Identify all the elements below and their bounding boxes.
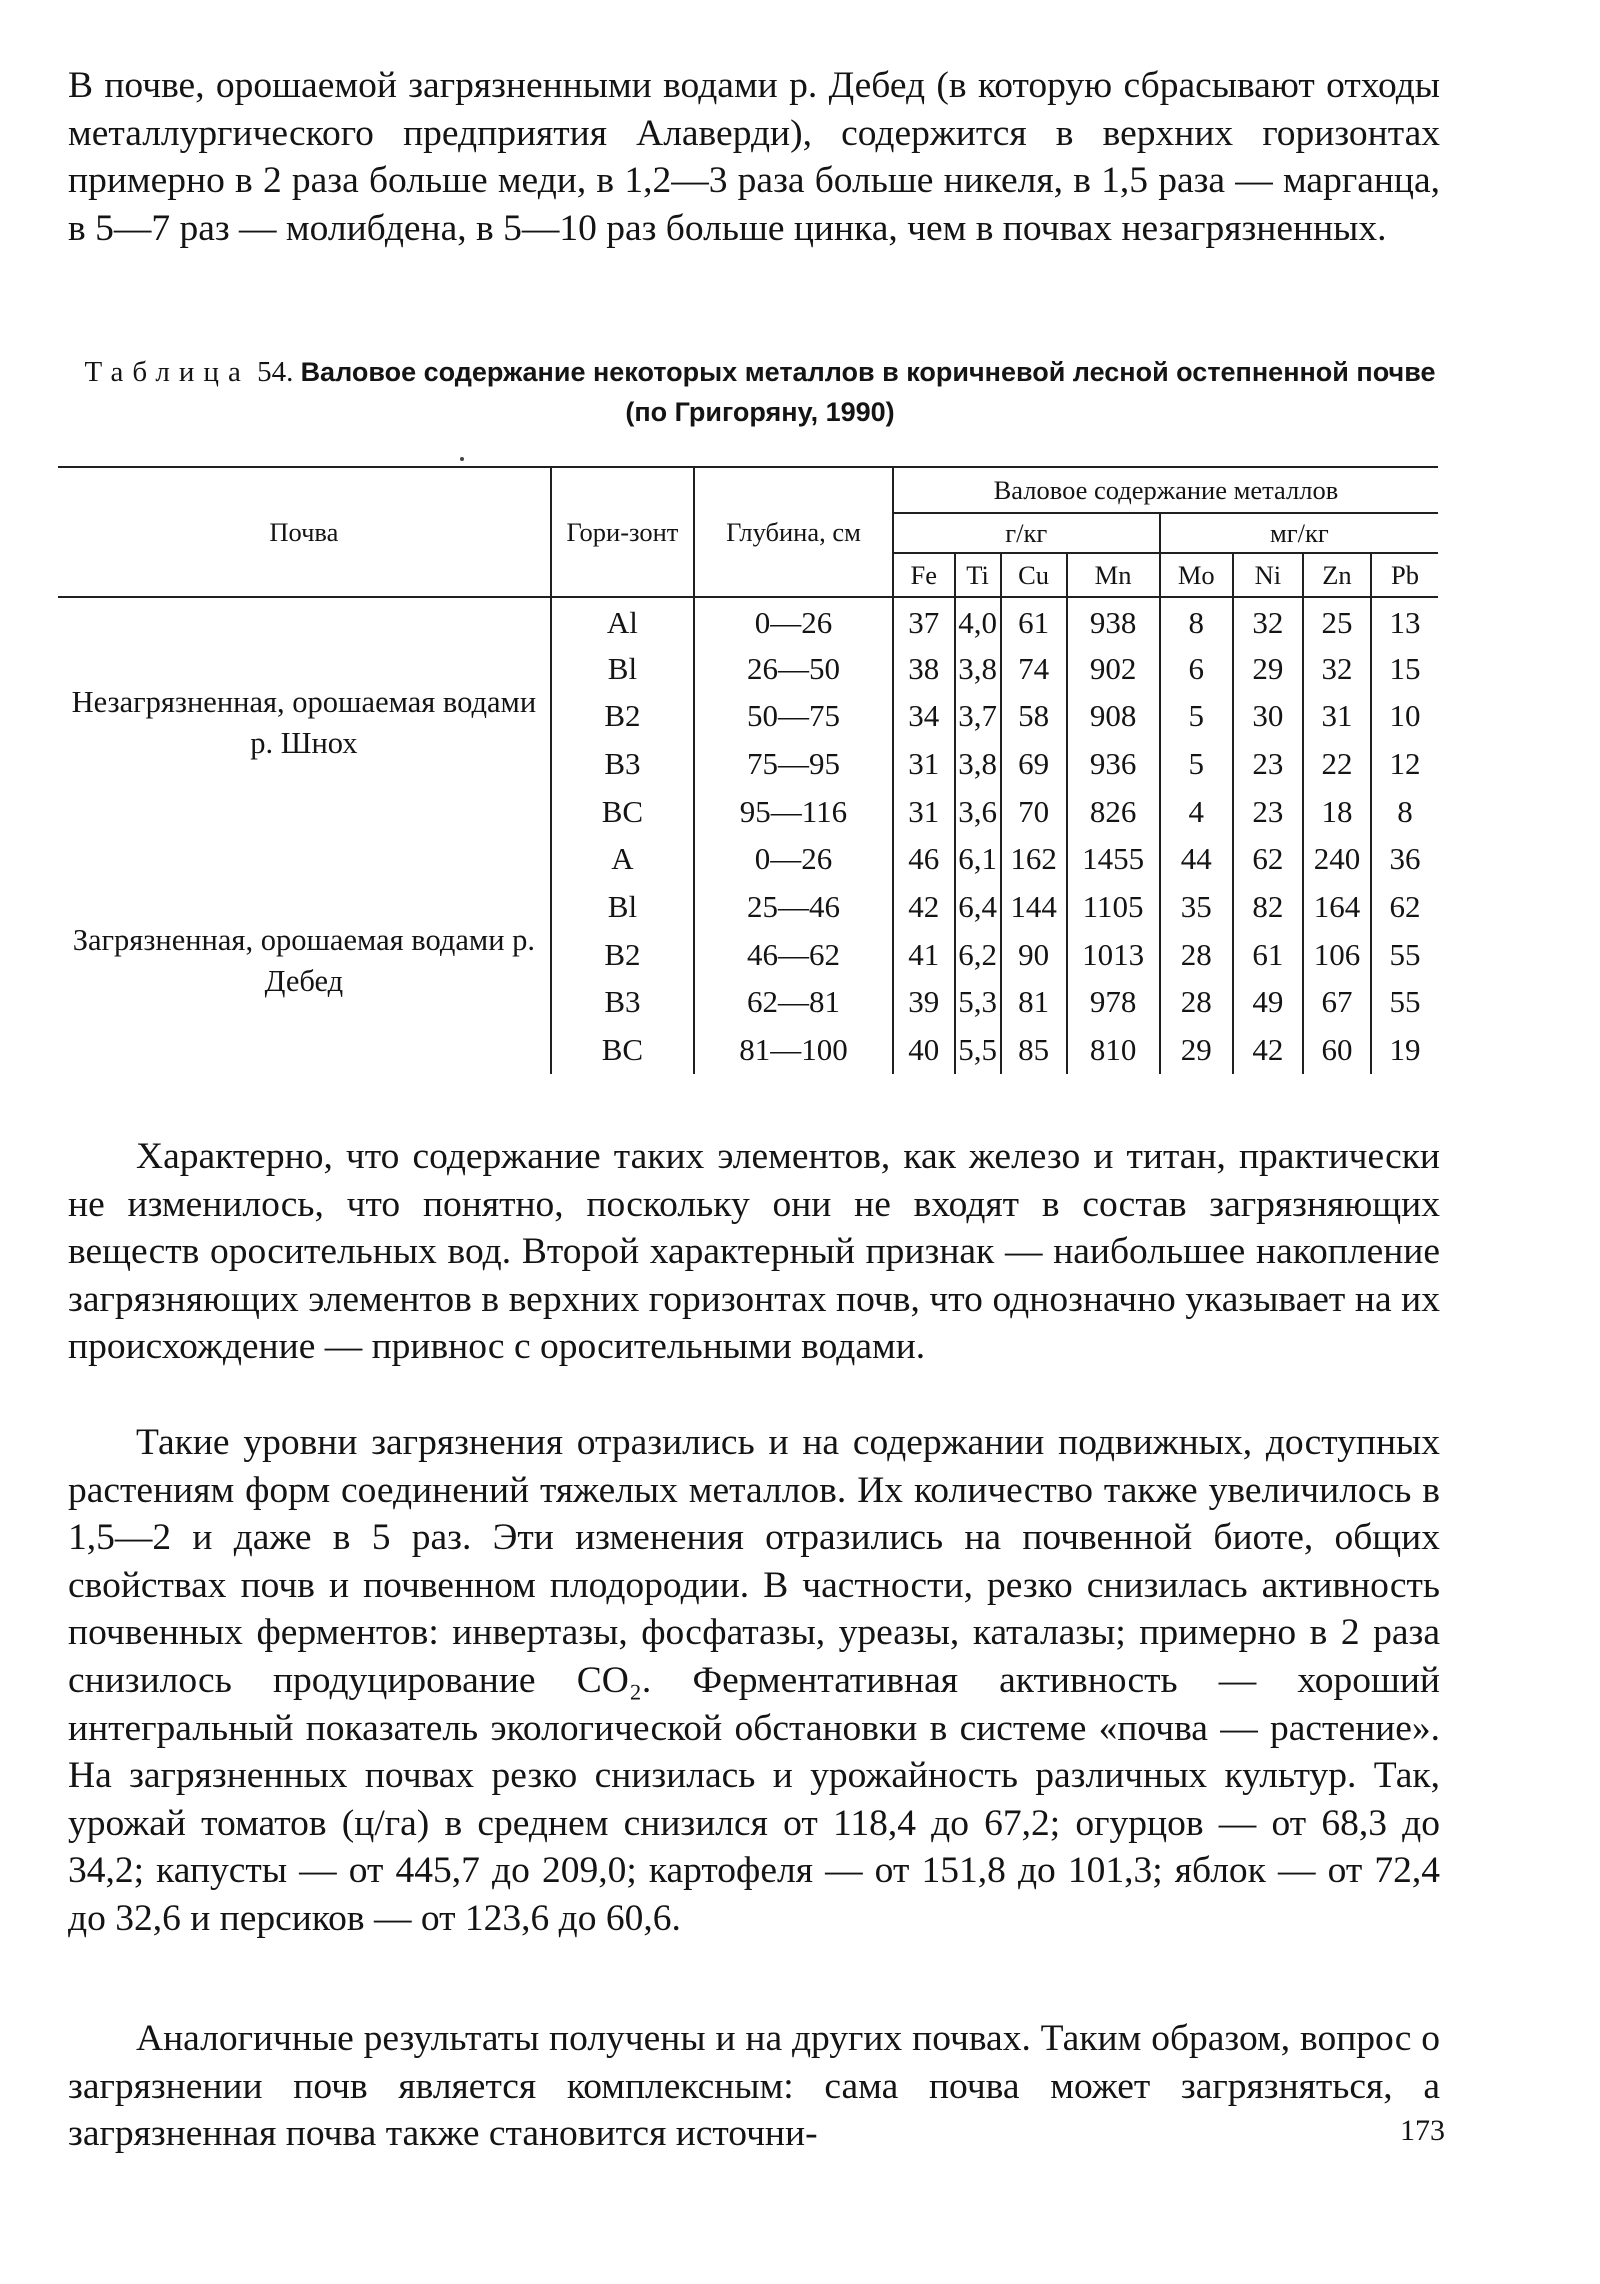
page-number: 173 bbox=[1400, 2114, 1445, 2147]
value-cell: 1013 bbox=[1067, 931, 1160, 979]
table-row bbox=[58, 597, 1438, 645]
depth-cell: 62—81 bbox=[694, 979, 893, 1027]
value-cell: 5,5 bbox=[955, 1026, 1001, 1074]
value-cell: 42 bbox=[1233, 1026, 1303, 1074]
horizon-cell: B2 bbox=[551, 692, 694, 740]
depth-cell: 0—26 bbox=[694, 597, 893, 645]
horizon-cell: B2 bbox=[551, 931, 694, 979]
value-cell: 41 bbox=[893, 931, 955, 979]
value-cell: 1455 bbox=[1067, 835, 1160, 883]
value-cell: 3,8 bbox=[955, 645, 1001, 693]
value-cell: 28 bbox=[1160, 931, 1233, 979]
horizon-cell: Bl bbox=[551, 645, 694, 693]
value-cell: 61 bbox=[1001, 597, 1067, 645]
value-cell: 106 bbox=[1303, 931, 1371, 979]
value-cell: 8 bbox=[1160, 597, 1233, 645]
horizon-cell: B3 bbox=[551, 979, 694, 1027]
value-cell: 46 bbox=[893, 835, 955, 883]
value-cell: 49 bbox=[1233, 979, 1303, 1027]
value-cell: 31 bbox=[893, 740, 955, 788]
body-paragraph-2: Такие уровни загрязнения отразились и на содержании подвижных, доступных растениям форм соединений тяжелых металлов. Их количество также увеличилось в 1,5—2 и даже в 5 раз. Эти изменения отразились на почвенной биоте, общих свойствах почв и почвенном плодородии. В частности, резко снизилась активность почвенных ферментов: инвертазы, фосфатазы, уреазы, каталазы; примерно в 2 раза снизилось продуцирование CO₂. Ферментативная активность — хороший интегральный показатель экологической обстановки в системе «почва — растение». На загрязненных почвах резко снизилась и урожайность различных культур. Так, урожай томатов (ц/га) в среднем снизился от 118,4 до 67,2; огурцов — от 68,3 до 34,2; капусты — от 445,7 до 209,0; картофеля — от 151,8 до 101,3; яблок — от 72,4 до 32,6 и персиков — от 123,6 до 60,6. bbox=[68, 1422, 1440, 1939]
header-element: Pb bbox=[1371, 553, 1438, 597]
value-cell: 22 bbox=[1303, 740, 1371, 788]
value-cell: 60 bbox=[1303, 1026, 1371, 1074]
value-cell: 162 bbox=[1001, 835, 1067, 883]
value-cell: 826 bbox=[1067, 788, 1160, 836]
value-cell: 74 bbox=[1001, 645, 1067, 693]
value-cell: 44 bbox=[1160, 835, 1233, 883]
soil-name-cell: Загрязненная, орошаемая водами р. Дебед bbox=[72, 922, 536, 998]
value-cell: 4,0 bbox=[955, 597, 1001, 645]
value-cell: 978 bbox=[1067, 979, 1160, 1027]
value-cell: 5 bbox=[1160, 740, 1233, 788]
value-cell: 28 bbox=[1160, 979, 1233, 1027]
value-cell: 31 bbox=[1303, 692, 1371, 740]
depth-cell: 95—116 bbox=[694, 788, 893, 836]
caption-number: 54. bbox=[257, 356, 294, 388]
metals-table bbox=[58, 466, 1438, 1074]
value-cell: 35 bbox=[1160, 883, 1233, 931]
header-unit-g: г/кг bbox=[893, 513, 1160, 553]
body-paragraph-3: Аналогичные результаты получены и на других почвах. Таким образом, вопрос о загрязнении почв является комплексным: сама почва может загрязняться, а загрязненная почва также становится источни- bbox=[68, 2018, 1440, 2155]
value-cell: 3,6 bbox=[955, 788, 1001, 836]
value-cell: 18 bbox=[1303, 788, 1371, 836]
value-cell: 55 bbox=[1371, 931, 1438, 979]
value-cell: 12 bbox=[1371, 740, 1438, 788]
value-cell: 34 bbox=[893, 692, 955, 740]
value-cell: 5 bbox=[1160, 692, 1233, 740]
table-row bbox=[58, 835, 1438, 883]
value-cell: 81 bbox=[1001, 979, 1067, 1027]
value-cell: 32 bbox=[1303, 645, 1371, 693]
header-element: Fe bbox=[893, 553, 955, 597]
caption-label: Таблица bbox=[84, 356, 250, 388]
value-cell: 39 bbox=[893, 979, 955, 1027]
value-cell: 23 bbox=[1233, 740, 1303, 788]
horizon-cell: Bl bbox=[551, 883, 694, 931]
header-soil: Почва bbox=[58, 467, 551, 597]
value-cell: 37 bbox=[893, 597, 955, 645]
value-cell: 8 bbox=[1371, 788, 1438, 836]
intro-paragraph: В почве, орошаемой загрязненными водами р. Дебед (в которую сбрасывают отходы металлургического предприятия Алаверди), содержится в верхних горизонтах примерно в 2 раза больше меди, в 1,2—3 раза больше никеля, в 1,5 раза — марганца, в 5—7 раз — молибдена, в 5—10 раз больше цинка, чем в почвах незагрязненных. bbox=[68, 65, 1440, 249]
value-cell: 61 bbox=[1233, 931, 1303, 979]
value-cell: 23 bbox=[1233, 788, 1303, 836]
horizon-cell: BC bbox=[551, 788, 694, 836]
value-cell: 15 bbox=[1371, 645, 1438, 693]
value-cell: 62 bbox=[1371, 883, 1438, 931]
depth-cell: 75—95 bbox=[694, 740, 893, 788]
value-cell: 10 bbox=[1371, 692, 1438, 740]
value-cell: 908 bbox=[1067, 692, 1160, 740]
value-cell: 29 bbox=[1160, 1026, 1233, 1074]
value-cell: 6 bbox=[1160, 645, 1233, 693]
value-cell: 62 bbox=[1233, 835, 1303, 883]
value-cell: 3,8 bbox=[955, 740, 1001, 788]
value-cell: 29 bbox=[1233, 645, 1303, 693]
value-cell: 36 bbox=[1371, 835, 1438, 883]
header-unit-mg: мг/кг bbox=[1160, 513, 1438, 553]
depth-cell: 46—62 bbox=[694, 931, 893, 979]
value-cell: 164 bbox=[1303, 883, 1371, 931]
value-cell: 40 bbox=[893, 1026, 955, 1074]
horizon-cell: Al bbox=[551, 597, 694, 645]
value-cell: 6,4 bbox=[955, 883, 1001, 931]
table-caption bbox=[60, 352, 1460, 432]
caption-title: Валовое содержание некоторых металлов в коричневой лесной остепненной почве (по Григоряну, 1990) bbox=[300, 357, 1436, 427]
value-cell: 144 bbox=[1001, 883, 1067, 931]
header-element: Mn bbox=[1067, 553, 1160, 597]
depth-cell: 26—50 bbox=[694, 645, 893, 693]
header-metals: Валовое содержание металлов bbox=[893, 467, 1438, 513]
value-cell: 6,2 bbox=[955, 931, 1001, 979]
depth-cell: 25—46 bbox=[694, 883, 893, 931]
value-cell: 38 bbox=[893, 645, 955, 693]
value-cell: 810 bbox=[1067, 1026, 1160, 1074]
body-paragraph-1: Характерно, что содержание таких элементов, как железо и титан, практически не изменилось, что понятно, поскольку они не входят в состав загрязняющих веществ оросительных вод. Второй характерный признак — наибольшее накопление загрязняющих элементов в верхних горизонтах почв, что однозначно указывает на их происхождение — привнос с оросительными водами. bbox=[68, 1136, 1440, 1368]
value-cell: 55 bbox=[1371, 979, 1438, 1027]
header-element: Ti bbox=[955, 553, 1001, 597]
value-cell: 69 bbox=[1001, 740, 1067, 788]
value-cell: 70 bbox=[1001, 788, 1067, 836]
depth-cell: 50—75 bbox=[694, 692, 893, 740]
value-cell: 5,3 bbox=[955, 979, 1001, 1027]
horizon-cell: B3 bbox=[551, 740, 694, 788]
header-element: Zn bbox=[1303, 553, 1371, 597]
value-cell: 85 bbox=[1001, 1026, 1067, 1074]
value-cell: 240 bbox=[1303, 835, 1371, 883]
value-cell: 13 bbox=[1371, 597, 1438, 645]
header-element: Mo bbox=[1160, 553, 1233, 597]
value-cell: 936 bbox=[1067, 740, 1160, 788]
value-cell: 42 bbox=[893, 883, 955, 931]
value-cell: 90 bbox=[1001, 931, 1067, 979]
value-cell: 25 bbox=[1303, 597, 1371, 645]
value-cell: 1105 bbox=[1067, 883, 1160, 931]
horizon-cell: BC bbox=[551, 1026, 694, 1074]
soil-name-cell: Незагрязненная, орошаемая водами р. Шнох bbox=[71, 684, 537, 760]
depth-cell: 0—26 bbox=[694, 835, 893, 883]
value-cell: 32 bbox=[1233, 597, 1303, 645]
value-cell: 31 bbox=[893, 788, 955, 836]
value-cell: 902 bbox=[1067, 645, 1160, 693]
value-cell: 6,1 bbox=[955, 835, 1001, 883]
value-cell: 58 bbox=[1001, 692, 1067, 740]
value-cell: 30 bbox=[1233, 692, 1303, 740]
header-horizon: Гори-зонт bbox=[551, 467, 694, 597]
value-cell: 67 bbox=[1303, 979, 1371, 1027]
value-cell: 4 bbox=[1160, 788, 1233, 836]
header-element: Ni bbox=[1233, 553, 1303, 597]
header-depth: Глубина, см bbox=[694, 467, 893, 597]
header-element: Cu bbox=[1001, 553, 1067, 597]
value-cell: 19 bbox=[1371, 1026, 1438, 1074]
depth-cell: 81—100 bbox=[694, 1026, 893, 1074]
value-cell: 82 bbox=[1233, 883, 1303, 931]
value-cell: 3,7 bbox=[955, 692, 1001, 740]
print-speck bbox=[460, 457, 464, 461]
horizon-cell: A bbox=[551, 835, 694, 883]
value-cell: 938 bbox=[1067, 597, 1160, 645]
